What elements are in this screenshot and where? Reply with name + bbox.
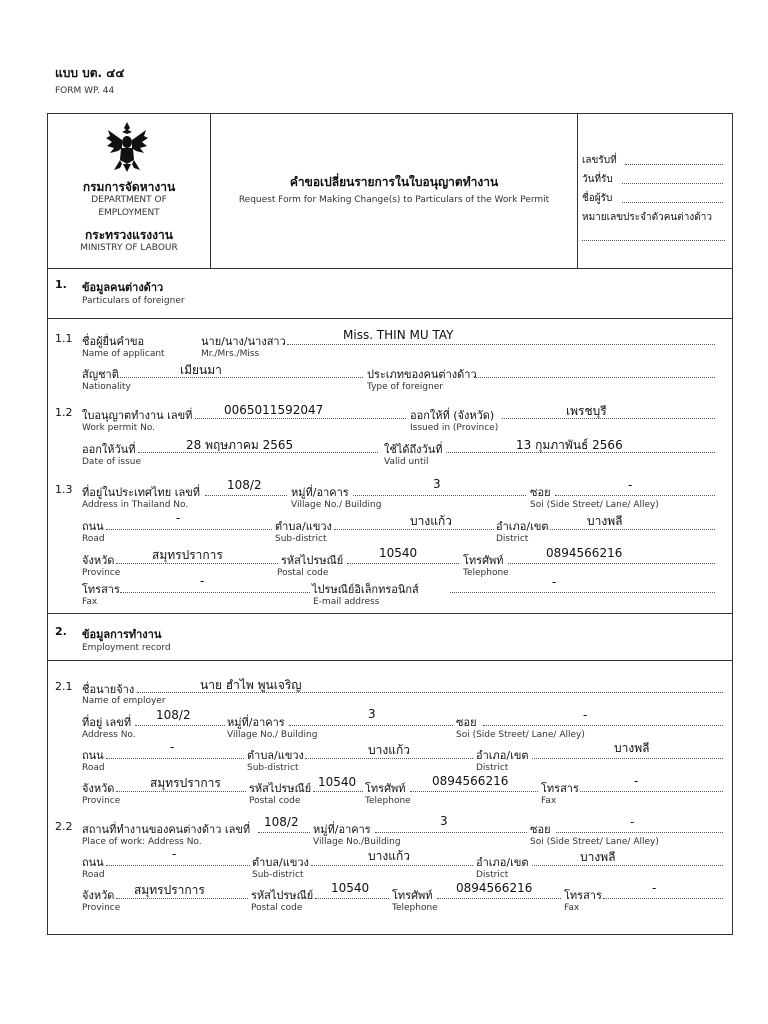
dotted-line [450, 592, 715, 593]
dotted-line [106, 758, 244, 759]
office-alien-id-label: หมายเลขประจำตัวคนต่างด้าว [582, 212, 712, 223]
s13-fax-value: - [200, 574, 205, 588]
s21-village-value: 3 [368, 707, 376, 721]
section1-num: 1. [55, 278, 67, 291]
s13-village-en: Village No./ Building [291, 500, 382, 510]
s13-sub-th: ตำบล/แขวง [275, 520, 332, 533]
s21-dist-en: District [476, 763, 509, 773]
s22-sub-value: บางแก้ว [368, 849, 410, 863]
s22-fax-en: Fax [564, 903, 580, 913]
s13-addr-value: 108/2 [227, 478, 262, 492]
s13-post-th: รหัสไปรษณีย์ [281, 554, 344, 567]
s13-tel-value: 0894566216 [546, 546, 623, 560]
dotted-line [195, 418, 406, 419]
s12-doi-en: Date of issue [82, 457, 142, 467]
dotted-line [353, 495, 526, 496]
s21-tel-value: 0894566216 [432, 774, 509, 788]
s13-road-en: Road [82, 534, 105, 544]
office-receipt-no-label: เลขรับที่ [582, 155, 617, 166]
ministry-th: กระทรวงแรงงาน [85, 228, 173, 242]
s11-nat-value: เมียนมา [180, 363, 222, 377]
s21-prov-value: สมุทรปราการ [150, 776, 221, 790]
dotted-line [106, 865, 250, 866]
s21-post-th: รหัสไปรษณีย์ [249, 782, 312, 795]
dotted-line [476, 377, 715, 378]
dotted-line [313, 791, 363, 792]
s22-soi-en: Soi (Side Street/ Lane/ Alley) [530, 837, 659, 847]
s13-dist-th: อำเภอ/เขต [496, 520, 549, 533]
s11-type-th: ประเภทของคนต่างด้าว [367, 368, 477, 381]
s22-road-en: Road [82, 870, 105, 880]
s21-tel-th: โทรศัพท์ [365, 782, 406, 795]
dotted-line [117, 377, 363, 378]
s22-village-en: Village No./Building [313, 837, 401, 847]
s13-post-value: 10540 [379, 546, 418, 560]
s21-village-en: Village No./ Building [227, 730, 318, 740]
s21-sub-value: บางแก้ว [368, 743, 410, 757]
s22-post-value: 10540 [331, 881, 370, 895]
section2-num: 2. [55, 625, 67, 638]
s11-title-opts-th: นาย/นาง/นางสาว [201, 335, 286, 348]
s22-num: 2.2 [55, 820, 73, 833]
s12-valid-en: Valid until [384, 457, 429, 467]
s13-fax-en: Fax [82, 597, 98, 607]
s22-soi-value: - [630, 815, 635, 829]
s21-prov-en: Province [82, 796, 121, 806]
s21-emp-en: Name of employer [82, 696, 166, 706]
dotted-line [555, 495, 715, 496]
s21-fax-th: โทรสาร [541, 782, 579, 795]
header-divider [47, 268, 733, 269]
s21-num: 2.1 [55, 680, 73, 693]
form-title-th: คำขอเปลี่ยนรายการในใบอนุญาตทำงาน [289, 175, 499, 189]
s13-soi-en: Soi (Side Street/ Lane/ Alley) [530, 500, 659, 510]
s21-fax-en: Fax [541, 796, 557, 806]
header-col-divider-2 [577, 113, 578, 268]
s13-village-th: หมู่ที่/อาคาร [291, 486, 349, 499]
s13-sub-en: Sub-district [275, 534, 327, 544]
s13-soi-value: - [628, 478, 633, 492]
dotted-line [106, 529, 272, 530]
dotted-line [532, 758, 723, 759]
s21-emp-value: นาย ฮำไพ พูนเจริญ [200, 678, 302, 692]
section2-title-th: ข้อมูลการทำงาน [82, 628, 162, 641]
s12-wp-en: Work permit No. [82, 423, 156, 433]
s22-road-th: ถนน [82, 856, 104, 869]
s22-tel-value: 0894566216 [456, 881, 533, 895]
section2-divider [47, 660, 733, 661]
s11-type-en: Type of foreigner [367, 382, 443, 392]
section2-title-en: Employment record [82, 643, 171, 653]
s22-dist-value: บางพลี [580, 850, 616, 864]
section2-top-divider [47, 613, 733, 614]
s21-fax-value: - [634, 774, 639, 788]
dotted-line [205, 495, 287, 496]
dept-th: กรมการจัดหางาน [82, 180, 176, 194]
s11-num: 1.1 [55, 332, 73, 345]
s21-dist-value: บางพลี [614, 741, 650, 755]
form-title-en: Request Form for Making Change(s) to Particulars of the Work Permit [238, 195, 550, 205]
s22-fax-value: - [652, 881, 657, 895]
dotted-line [582, 240, 725, 241]
s22-fax-th: โทรสาร [564, 889, 602, 902]
dotted-line [556, 832, 723, 833]
s13-email-value: - [552, 575, 557, 589]
s21-sub-th: ตำบล/แขวง [247, 749, 304, 762]
s21-soi-en: Soi (Side Street/ Lane/ Alley) [456, 730, 585, 740]
s22-addr-en: Place of work: Address No. [82, 837, 202, 847]
s13-soi-th: ซอย [530, 486, 551, 499]
s21-tel-en: Telephone [365, 796, 411, 806]
dept-en-2: EMPLOYMENT [98, 208, 160, 218]
office-receiver-label: ชื่อผู้รับ [582, 193, 613, 204]
dotted-line [622, 183, 723, 184]
s11-nat-en: Nationality [82, 382, 131, 392]
s21-dist-th: อำเภอ/เขต [476, 749, 529, 762]
s13-post-en: Postal code [277, 568, 329, 578]
s22-road-value: - [172, 847, 177, 861]
dotted-line [437, 898, 561, 899]
s22-village-value: 3 [440, 814, 448, 828]
dotted-line [625, 164, 723, 165]
s22-addr-value: 108/2 [264, 815, 299, 829]
section1-divider [47, 318, 733, 319]
s12-valid-value: 13 กุมภาพันธ์ 2566 [516, 438, 623, 452]
dotted-line [375, 832, 527, 833]
dotted-line [135, 725, 225, 726]
s22-sub-en: Sub-district [252, 870, 304, 880]
section1-title-en: Particulars of foreigner [82, 296, 185, 306]
dotted-line [502, 418, 715, 419]
s13-sub-value: บางแก้ว [410, 514, 452, 528]
s22-tel-en: Telephone [392, 903, 438, 913]
s13-tel-th: โทรศัพท์ [463, 554, 504, 567]
garuda-emblem-icon [104, 120, 150, 174]
s22-prov-value: สมุทรปราการ [134, 883, 205, 897]
s11-nat-th: สัญชาติ [82, 368, 119, 381]
s21-prov-th: จังหวัด [82, 782, 115, 795]
s12-num: 1.2 [55, 406, 73, 419]
ministry-en: MINISTRY OF LABOUR [80, 243, 178, 253]
s12-valid-th: ใช้ได้ถึงวันที่ [384, 443, 443, 456]
s13-prov-value: สมุทรปราการ [152, 548, 223, 562]
form-code-en: FORM WP. 44 [55, 86, 115, 96]
dotted-line [508, 563, 715, 564]
s13-addr-th: ที่อยู่ในประเทศไทย เลขที่ [82, 486, 200, 499]
dotted-line [622, 202, 723, 203]
office-received-date-label: วันที่รับ [582, 174, 613, 185]
s21-addr-value: 108/2 [156, 708, 191, 722]
s21-road-th: ถนน [82, 749, 104, 762]
s21-road-value: - [170, 740, 175, 754]
s13-road-value: - [176, 511, 181, 525]
dotted-line [287, 344, 715, 345]
s22-soi-th: ซอย [530, 823, 551, 836]
dotted-line [289, 725, 453, 726]
s13-addr-en: Address in Thailand No. [82, 500, 189, 510]
dotted-line [315, 898, 389, 899]
s12-wp-value: 0065011592047 [224, 403, 324, 417]
s12-issued-value: เพรชบุรี [566, 404, 607, 418]
dotted-line [550, 529, 715, 530]
s21-road-en: Road [82, 763, 105, 773]
s13-village-value: 3 [433, 477, 441, 491]
s21-post-value: 10540 [318, 775, 357, 789]
s13-prov-en: Province [82, 568, 121, 578]
s12-wp-th: ใบอนุญาตทำงาน เลขที่ [82, 409, 193, 422]
dotted-line [532, 865, 723, 866]
s12-issued-en: Issued in (Province) [410, 423, 499, 433]
dotted-line [347, 563, 459, 564]
s12-issued-th: ออกให้ที่ (จังหวัด) [410, 409, 495, 422]
s21-soi-th: ซอย [456, 716, 477, 729]
s13-email-th: ไปรษณีย์อิเล็กทรอนิกส์ [312, 583, 419, 596]
s21-village-th: หมู่ที่/อาคาร [227, 716, 285, 729]
form-code-th: แบบ บต. ๔๔ [55, 66, 125, 80]
section1-title-th: ข้อมูลคนต่างด้าว [82, 281, 164, 294]
dept-en-1: DEPARTMENT OF [91, 195, 167, 205]
dotted-line [410, 791, 538, 792]
s13-tel-en: Telephone [463, 568, 509, 578]
s21-addr-th: ที่อยู่ เลขที่ [82, 716, 132, 729]
s22-prov-en: Province [82, 903, 121, 913]
s13-road-th: ถนน [82, 520, 104, 533]
s21-post-en: Postal code [249, 796, 301, 806]
s22-tel-th: โทรศัพท์ [392, 889, 433, 902]
s22-sub-th: ตำบล/แขวง [252, 856, 309, 869]
s22-dist-th: อำเภอ/เขต [476, 856, 529, 869]
s22-post-th: รหัสไปรษณีย์ [251, 889, 314, 902]
s21-addr-en: Address No. [82, 730, 136, 740]
dotted-line [120, 592, 310, 593]
s13-fax-th: โทรสาร [82, 583, 120, 596]
s12-doi-th: ออกให้วันที่ [82, 443, 136, 456]
s11-name-en: Name of applicant [82, 349, 165, 359]
s22-village-th: หมู่ที่/อาคาร [313, 823, 371, 836]
s13-email-en: E-mail address [313, 597, 380, 607]
s13-dist-value: บางพลี [587, 514, 623, 528]
s13-num: 1.3 [55, 483, 73, 496]
s11-name-th: ชื่อผู้ยื่นคำขอ [82, 335, 145, 348]
s13-dist-en: District [496, 534, 529, 544]
s13-prov-th: จังหวัด [82, 554, 115, 567]
s22-addr-th: สถานที่ทำงานของคนต่างด้าว เลขที่ [82, 823, 251, 836]
s21-soi-value: - [583, 708, 588, 722]
s22-post-en: Postal code [251, 903, 303, 913]
dotted-line [580, 791, 723, 792]
s11-title-opts-en: Mr./Mrs./Miss [201, 349, 260, 359]
dotted-line [258, 832, 310, 833]
s21-sub-en: Sub-district [247, 763, 299, 773]
dotted-line [603, 898, 723, 899]
s12-doi-value: 28 พฤษภาคม 2565 [186, 438, 294, 452]
s11-name-value: Miss. THIN MU TAY [343, 328, 454, 342]
dotted-line [483, 725, 723, 726]
s21-emp-th: ชื่อนายจ้าง [82, 683, 135, 696]
s22-prov-th: จังหวัด [82, 889, 115, 902]
s22-dist-en: District [476, 870, 509, 880]
